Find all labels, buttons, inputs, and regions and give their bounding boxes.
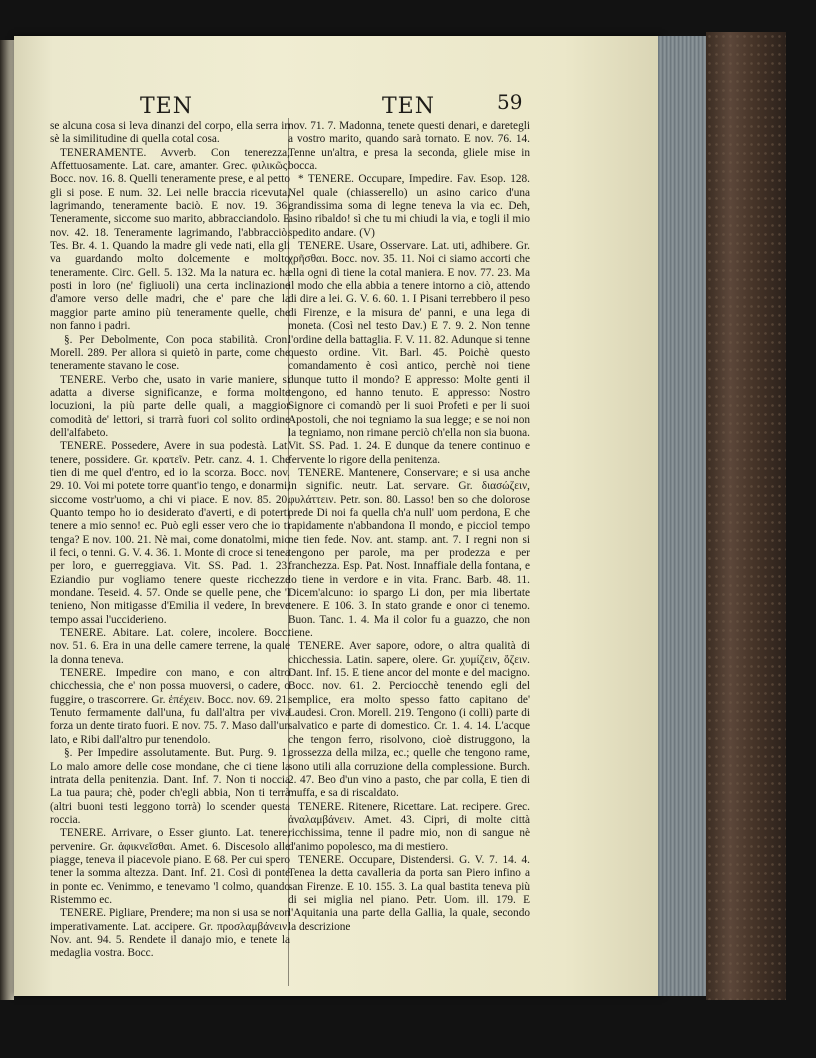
dictionary-entry: TENERE. Usare, Osservare. Lat. uti, adhibere. Gr. χρῆσθαι. Bocc. nov. 35. 11. Noi ci siamo accorti che ella ogni dì tiene la cotal maniera. E nov. 77. 23. Ma il modo che ella abbia a tenere intorno a ciò, attendo di dire a lei. G. V. 6. 60. 1. I Pisani terrebbero il peso di Firenze, e la misura de' panni, e una lega di moneta. (Così nel testo Dav.) E 7. 9. 2. Non tenne l'ordine della battaglia. F. V. 11. 82. Adunque si tenne questo ordine. Vit. Barl. 45. Poichè questo comandamento è così antico, perchè noi tiene dunque tutto il mondo? E appresso: Molte genti il tengono, ed hanno tenuto. E appresso: Nostro Signore ci comandò per li suoi Profeti e per li suoi Apostoli, che noi tegniamo la sua legge; e se noi non la tegniamo, non rimane perciò ch'ella non sia buona. Vit. SS. Pad. 1. 24. E dunque da tenere continuo e fervente lo rigore della penitenza. [288, 240, 530, 466]
dictionary-entry: TENERE. Verbo che, usato in varie maniere, si adatta a diverse significanze, e forma molte locuzioni, la più parte delle quali, a maggior comodità de' lettori, si trarrà fuori col solito ordine dell'alfabeto. [50, 373, 290, 439]
dictionary-paragraph: se alcuna cosa si leva dinanzi del corpo, ella serra in sè la similitudine di quella cotal cosa. [50, 120, 290, 146]
dictionary-entry: TENERE. Abitare. Lat. colere, incolere. Bocc. nov. 51. 6. Era in una delle camere terrene, la quale la donna teneva. [50, 627, 290, 666]
dictionary-entry: * TENERE. Occupare, Impedire. Fav. Esop. 128. Nel quale (chiasserello) un asino carico d'una grandissima soma di legne teneva la via ec. Deh, asino ribaldo! sì che tu mi chiudi la via, e togli il mio spedito andare. (V) [288, 173, 530, 239]
dictionary-entry: TENERE. Aver sapore, odore, o altra qualità di chicchessia. Latin. sapere, olere. Gr. χυμίζειν, ὄζειν. Dant. Inf. 15. E tiene ancor del monte e del macigno. Bocc. nov. 61. 2. Perciocchè tenendo egli del semplice, era molto spesso fatto capitano de' Laudesi. Cron. Morell. 219. Tengono (i colli) parte di salvatico e parte di domestico. Cr. 1. 4. 14. L'acque che tengon ferro, risolvono, cioè distruggono, la grossezza della milza, ec.; quelle che tengono rame, sono utili alla corruzione della complessione. Burch. 2. 47. Beo d'un vino a pasto, che par colla, E tien di muffa, e sa di riscaldato. [288, 640, 530, 800]
dictionary-entry: TENERE. Arrivare, o Esser giunto. Lat. tenere, pervenire. Gr. ἀφικνεῖσθαι. Amet. 6. Discesolo alle piagge, teneva il piacevole piano. E 68. Per cui spero tener la somma altezza. Dant. Inf. 21. Così di ponte in ponte ec. Venimmo, e tenevamo 'l colmo, quando Ristemmo ec. [50, 827, 290, 906]
dictionary-entry: TENERE. Pigliare, Prendere; ma non si usa se non imperativamente. Lat. accipere. Gr. προσλαμβάνειν. Nov. ant. 94. 5. Rendete il danajo mio, e tenete la medaglia vostra. Bocc. [50, 907, 290, 960]
page-number: 59 [497, 90, 523, 114]
dictionary-subentry: §. Per Impedire assolutamente. But. Purg. 9. 1. Lo malo amore delle cose mondane, che ci tiene la intrata della penitenzia. Dant. Inf. 7. Non ti noccia La tua paura; chè, poder ch'egli abbia, Non ti terrà (altri buoni testi leggono torrà) lo scender questa roccia. [50, 747, 290, 826]
running-head-center: TEN [382, 94, 435, 119]
book-cover [706, 32, 786, 1000]
dictionary-entry: TENERE. Impedire con mano, e con altro chicchessia, che e' non possa muoversi, o cadere, o fuggire, o trascorrere. Gr. ἐπέχειν. Bocc. nov. 69. 21. Tenuto fermamente dall'una, fu dall'altra per viva forza un dente tirato fuori. E nov. 75. 7. Maso dall'un lato, e Ribi dall'altro pur tenendolo. [50, 667, 290, 746]
dictionary-entry: TENERE. Possedere, Avere in sua podestà. Lat. tenere, possidere. Gr. κρατεῖν. Petr. canz. 4. 1. Che tien di me quel d'entro, ed io la scorza. Bocc. nov. 29. 10. Voi mi potete torre quant'io tengo, e donarmi, siccome vostr'uomo, a chi vi piace. E nov. 85. 20. Quanto tempo ho io desiderato d'averti, e di poterti tenere a mio senno! ec. Può egli esser vero che io ti tenga? E nov. 100. 21. Nè mai, come donatolmi, mio il feci, o tenni. G. V. 4. 36. 1. Monte di croce si tenea per loro, e guerreggiava. Vit. SS. Pad. 1. 23. Eziandio pur vogliamo tenere queste ricchezze mondane. Teseid. 4. 57. Onde se quelle pene, che 'l tenieno, Non mitigasse d'Emilia il vedere, In breve tempo assai l'ucciderieno. [50, 440, 290, 626]
dictionary-paragraph: nov. 71. 7. Madonna, tenete questi denari, e daretegli a vostro marito, quando sarà tornato. E nov. 76. 14. Tenne un'altra, e presa la seconda, gliele mise in bocca. [288, 120, 530, 173]
dictionary-entry: TENERE. Ritenere, Ricettare. Lat. recipere. Grec. ἀναλαμβάνειν. Amet. 43. Cipri, di molte città ricchissima, tenne il padre mio, non di sangue nè d'animo popolesco, ma di mestiero. [288, 800, 530, 853]
dictionary-subentry: §. Per Debolmente, Con poca stabilità. Cron. Morell. 289. Per allora si quietò in parte, come che teneramente stavano le cose. [50, 333, 290, 373]
dictionary-entry: TENERE. Mantenere, Conservare; e si usa anche in signific. neutr. Lat. servare. Gr. διασώζειν, φυλάττειν. Petr. son. 80. Lasso! ben so che dolorose prede Di noi fa quella ch'a null' uom perdona, E che rapidamente n'abbandona Il mondo, e picciol tempo ne tien fede. Nov. ant. stamp. ant. 7. I regni non si tengono per parole, ma per prodezza e per franchezza. Esp. Pat. Nost. Innaffiale della fontana, e lo tiene in verdore e in vita. Franc. Barb. 48. 11. Dicem'alcuno: io spargo Li don, per mia libertate tenere. E 106. 3. In stato grande e onor ci tenemo. Buon. Tanc. 1. 4. Ma il color fu a guazzo, che non tiene. [288, 466, 530, 640]
dictionary-entry: TENERAMENTE. Avverb. Con tenerezza, Affettuosamente. Lat. care, amanter. Grec. φιλικῶς. Bocc. nov. 16. 8. Quelli teneramente prese, e al petto gli si pose. E num. 32. Lei nelle braccia ricevuta, lagrimando, teneramente baciò. E nov. 19. 36. Teneramente, siccome suo marito, abbracciandolo. E nov. 42. 18. Teneramente lagrimando, l'abbracciò. Tes. Br. 4. 1. Quando la madre gli vede nati, ella gli va guardando molto dolcemente e molto teneramente. Circ. Gell. 5. 132. Ma la natura ec. ha posti in loro (ne' figliuoli) una certa inclinazione d'amore verso delle madri, che e' pare che la maggior parte amino più teneramente quelle, che non fanno i padri. [50, 146, 290, 333]
right-column [288, 120, 530, 1000]
dictionary-entry: TENERE. Occupare, Distendersi. G. V. 7. 14. 4. Tenea la detta cavalleria da porta san Piero infino a san Firenze. E 10. 155. 3. La qual bastita teneva più di sei miglia nel piano. Petr. Uom. ill. 179. E l'Aquitania una parte della Gallia, la quale, secondo la descrizione [288, 853, 530, 933]
left-column [50, 120, 290, 1000]
left-page-edge [0, 40, 14, 1000]
page-fore-edge [658, 36, 708, 996]
running-head-left: TEN [140, 94, 193, 119]
cover-texture [706, 32, 786, 1000]
